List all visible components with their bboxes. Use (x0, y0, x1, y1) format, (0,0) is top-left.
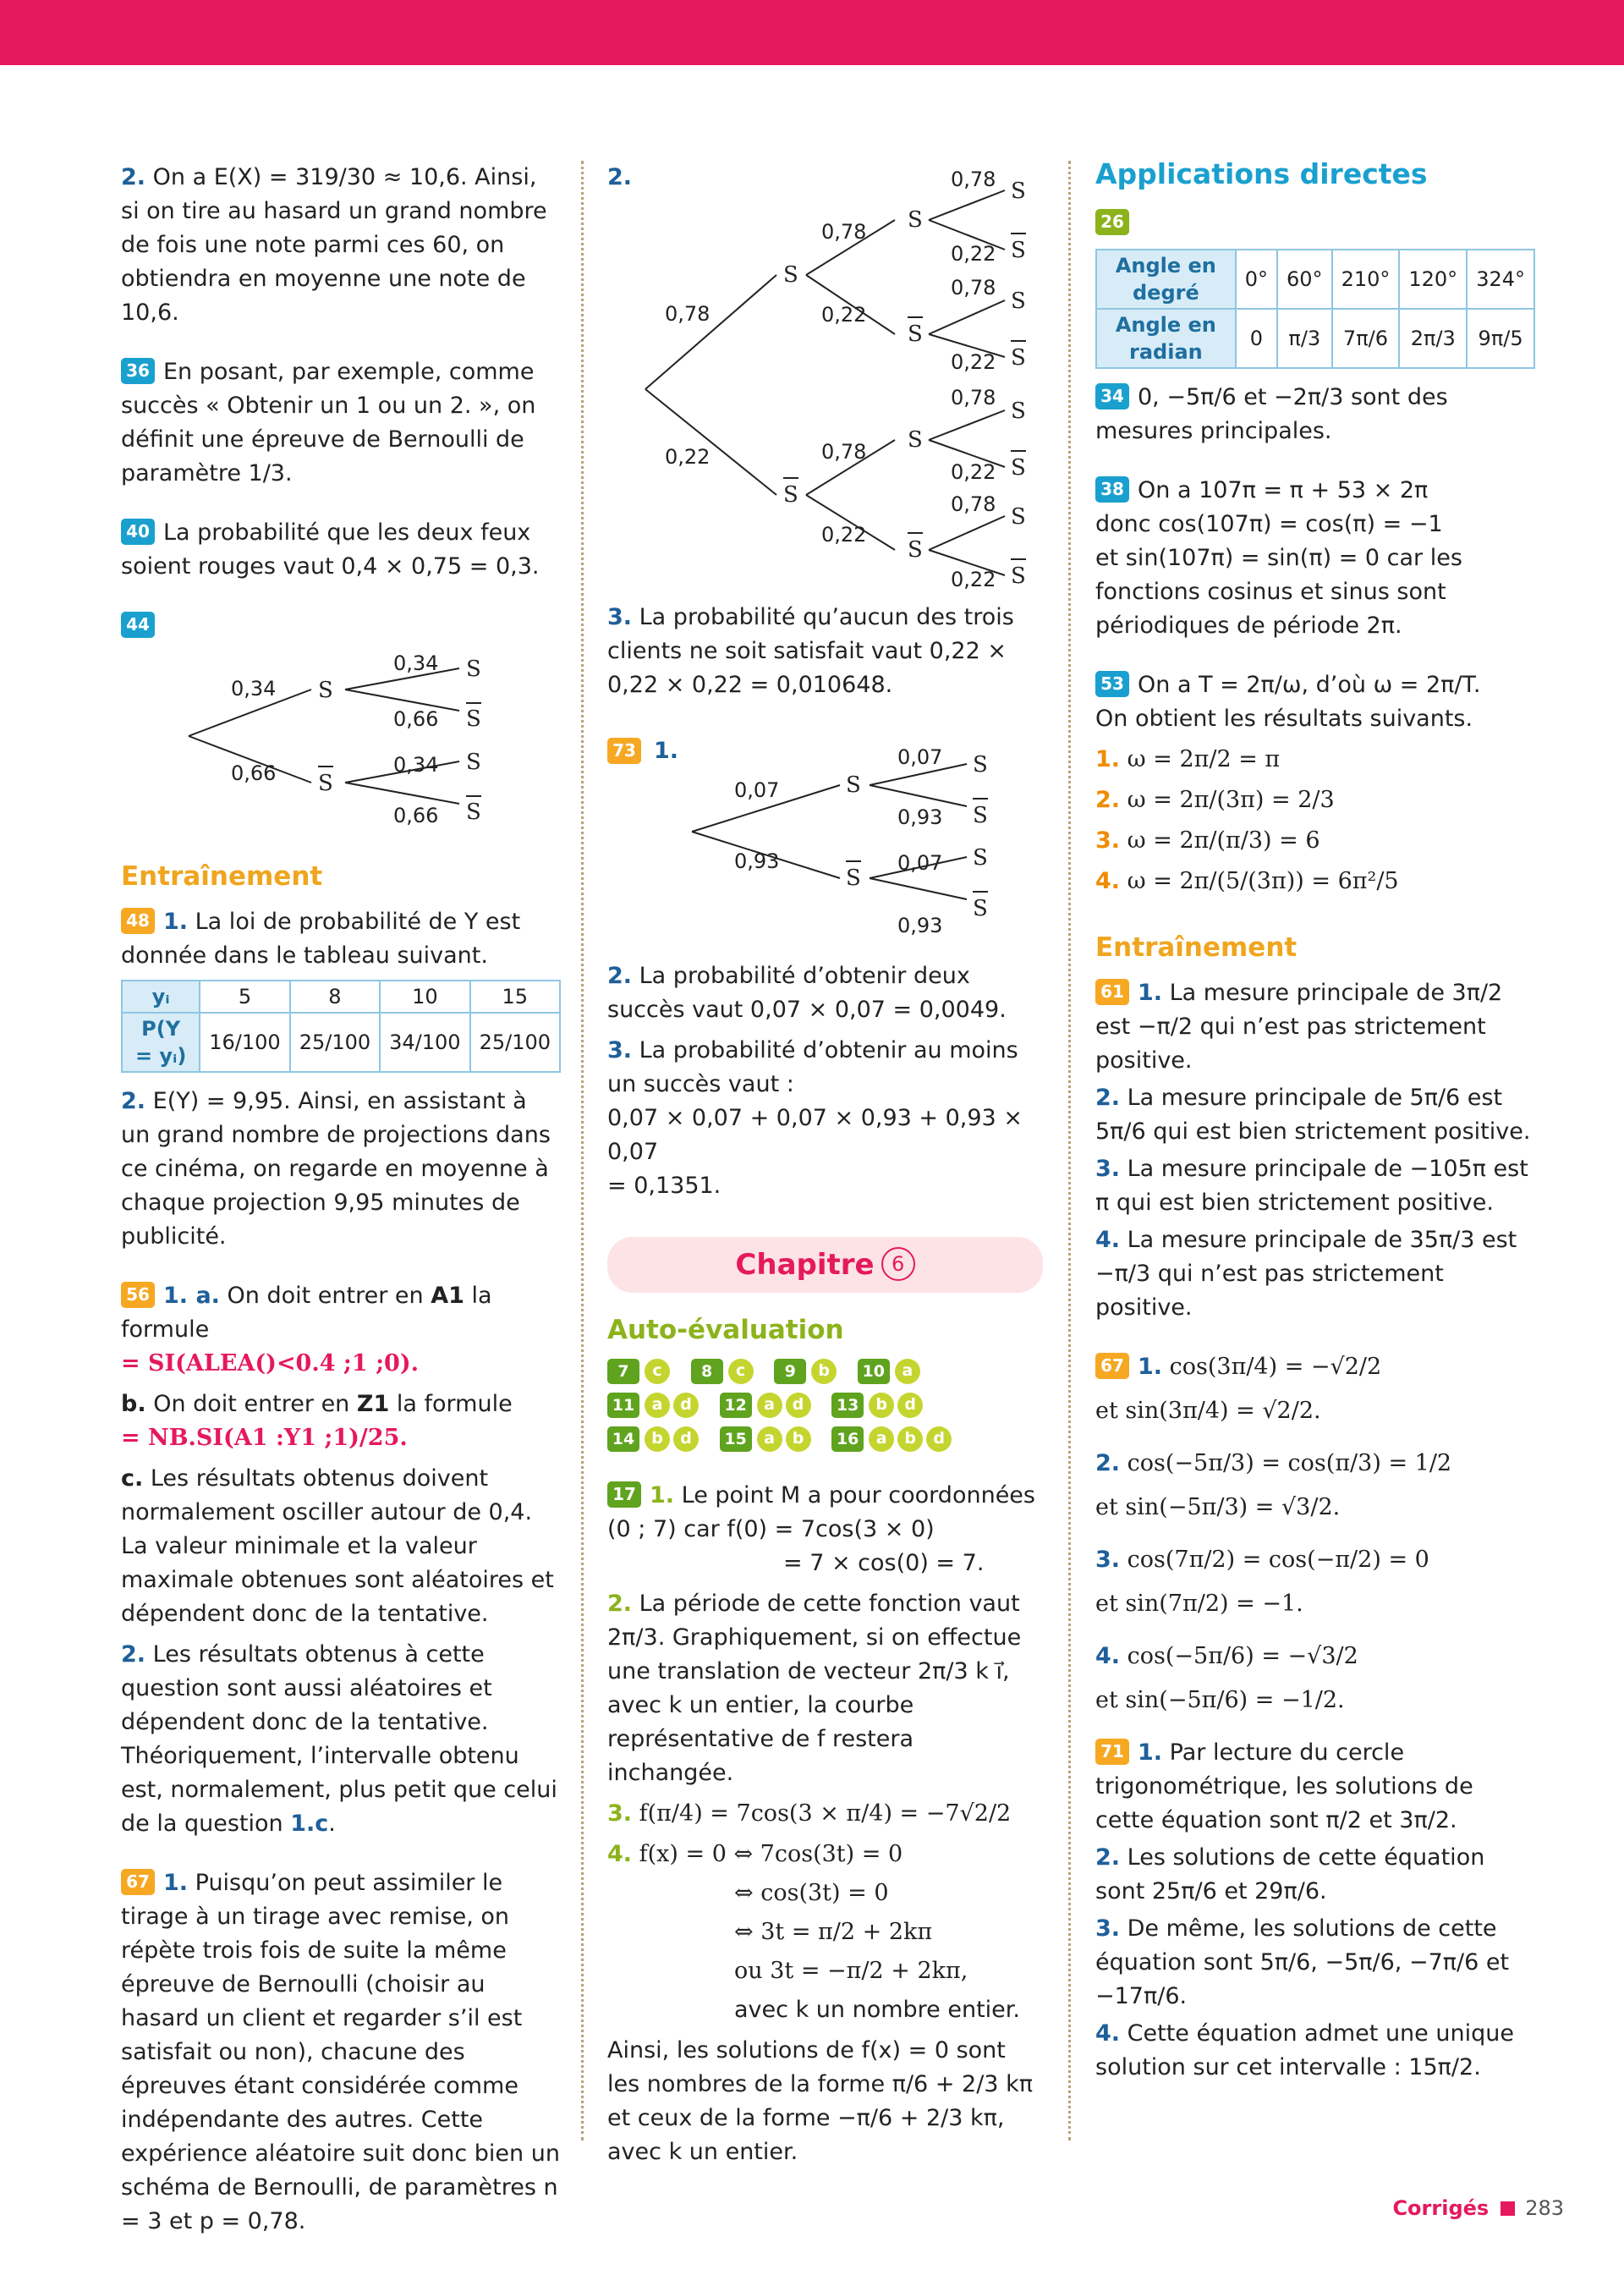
paragraph: 2. La mesure principale de 5π/6 est 5π/6 qui est bien strictement positive. (1095, 1085, 1531, 1145)
exercise-73: 73 1. 0,07 0,93 S S 0,07 0,93 0,07 0,93 S S S S (607, 734, 1043, 937)
answer-badge: b (897, 1426, 923, 1452)
column-separator (581, 161, 584, 2140)
svg-text:0,93: 0,93 (897, 805, 943, 829)
answer-badge: d (673, 1426, 699, 1452)
svg-text:S: S (908, 537, 923, 563)
answer-badge: a (757, 1393, 782, 1418)
question-badge: 10 (858, 1359, 890, 1384)
paragraph: On obtient les résultats suivants. (1095, 706, 1473, 732)
exercise-40: 40 La probabilité que les deux feux soient rouges vaut 0,4 × 0,75 = 0,3. (121, 519, 540, 580)
svg-text:S: S (1011, 563, 1026, 589)
table-cell: π/3 (1277, 309, 1332, 368)
probability-tree (607, 734, 1043, 937)
paragraph: 3. La mesure principale de −105π est π qui est bien strictement positive. (1095, 1156, 1528, 1216)
paragraph: et sin(−5π/3) = √3/2. (1095, 1494, 1341, 1520)
svg-text:0,66: 0,66 (393, 804, 439, 827)
paragraph: 3. f(π/4) = 7cos(3 × π/4) = −7√2/2 (607, 1800, 1012, 1827)
svg-text:0,07: 0,07 (897, 745, 943, 769)
svg-text:0,34: 0,34 (393, 651, 439, 675)
svg-text:S: S (973, 752, 988, 778)
table-header: P(Y = yᵢ) (122, 1013, 200, 1072)
table-cell: 5 (200, 981, 289, 1013)
exercise-badge: 61 (1095, 979, 1129, 1005)
svg-text:0,22: 0,22 (951, 350, 996, 374)
table-cell: 2π/3 (1399, 309, 1467, 368)
svg-text:S: S (466, 657, 481, 682)
question-badge: 15 (720, 1426, 752, 1452)
exercise-34: 34 0, −5π/6 et −2π/3 sont des mesures principales. (1095, 384, 1448, 444)
angle-table (1095, 249, 1535, 369)
chapter-number: 6 (881, 1247, 915, 1281)
svg-text:0,93: 0,93 (897, 914, 943, 937)
paragraph: 4. cos(−5π/6) = −√3/2 (1095, 1643, 1358, 1669)
svg-text:S: S (973, 896, 988, 921)
autoeval-row (607, 1426, 1043, 1453)
page-number: 283 (1525, 2196, 1564, 2220)
table-cell: 25/100 (470, 1013, 560, 1072)
exercise-badge: 73 (607, 738, 641, 764)
svg-text:0,66: 0,66 (393, 707, 439, 731)
table-cell: 0° (1236, 250, 1277, 309)
section-heading: Applications directes (1095, 157, 1428, 190)
paragraph-expectation: 2. On a E(X) = 319/30 ≈ 10,6. Ainsi, si on tire au hasard un grand nombre de fois une note parmi ces 60, on obtiendra en moyenne une note de 10,6. (121, 164, 547, 326)
footer-label: Corrigés (1392, 2196, 1490, 2220)
table-cell: 60° (1277, 250, 1332, 309)
paragraph: = 0,1351. (607, 1173, 721, 1199)
svg-text:0,93: 0,93 (734, 849, 780, 873)
table-cell: 34/100 (380, 1013, 469, 1072)
table-cell: 15 (470, 981, 560, 1013)
svg-text:0,78: 0,78 (951, 276, 996, 299)
paragraph: ⇔ 3t = π/2 + 2kπ (734, 1919, 933, 1945)
paragraph: b. On doit entrer en Z1 la formule = NB.SI(A1 :Y1 ;1)/25. (121, 1391, 513, 1451)
column-middle (607, 161, 1043, 2176)
svg-text:S: S (908, 321, 923, 347)
paragraph: 2. cos(−5π/3) = cos(π/3) = 1/2 (1095, 1450, 1452, 1476)
paragraph: 2. La période de cette fonction vaut 2π/3. Graphiquement, si on effectue une translation de vecteur 2π/3 k i⃗, avec k un entier, la courbe représentative de f restera inchangée. (607, 1591, 1022, 1786)
svg-text:0,78: 0,78 (951, 386, 996, 409)
svg-text:0,22: 0,22 (951, 568, 996, 591)
paragraph: 3. La probabilité qu’aucun des trois clients ne soit satisfait vaut 0,22 × 0,22 × 0,22 = 0,010648. (607, 604, 1014, 698)
table-header: Angle en degré (1096, 250, 1236, 309)
paragraph: et sin(107π) = sin(π) = 0 car les fonctions cosinus et sinus sont périodiques de période 2π. (1095, 545, 1462, 639)
svg-text:0,22: 0,22 (951, 460, 996, 484)
exercise-53: 53 On a T = 2π/ω, d’où ω = 2π/T. (1095, 668, 1535, 702)
svg-text:S: S (908, 427, 923, 453)
question-badge: 9 (774, 1359, 806, 1384)
svg-text:S: S (908, 207, 923, 233)
section-heading: Entraînement (121, 861, 323, 892)
exercise-badge: 40 (121, 519, 155, 545)
exercise-badge: 34 (1095, 383, 1129, 409)
paragraph: 3. cos(7π/2) = cos(−π/2) = 0 (1095, 1547, 1429, 1573)
paragraph: 3. La probabilité d’obtenir au moins un succès vaut : (607, 1037, 1018, 1097)
exercise-badge: 48 (121, 908, 155, 934)
page-footer (1392, 2191, 1564, 2225)
autoeval-row (607, 1393, 1043, 1420)
exercise-badge: 17 (607, 1481, 641, 1508)
answer-badge: d (926, 1426, 952, 1452)
table-cell: 9π/5 (1467, 309, 1534, 368)
question-badge: 11 (607, 1393, 639, 1418)
paragraph: 3. ω = 2π/(π/3) = 6 (1095, 827, 1320, 854)
column-separator (1068, 161, 1071, 2140)
probability-tree (607, 161, 1043, 601)
answer-badge: b (786, 1426, 811, 1452)
svg-text:0,34: 0,34 (393, 753, 439, 777)
svg-text:S: S (1011, 179, 1026, 204)
section-heading: Auto-évaluation (607, 1315, 844, 1345)
answer-badge: c (728, 1359, 754, 1384)
svg-text:S: S (466, 800, 481, 825)
paragraph: Ainsi, les solutions de f(x) = 0 sont les nombres de la forme π/6 + 2/3 kπ et ceux de la forme −π/6 + 2/3 kπ, avec k un entier. (607, 2037, 1033, 2165)
svg-text:S: S (466, 706, 481, 732)
paragraph: 0,07 × 0,07 + 0,07 × 0,93 + 0,93 × 0,07 (607, 1105, 1023, 1165)
table-header: yᵢ (122, 981, 200, 1013)
svg-text:0,22: 0,22 (665, 445, 710, 469)
answer-badge: c (645, 1359, 670, 1384)
svg-text:S: S (1011, 288, 1026, 314)
svg-text:0,78: 0,78 (951, 168, 996, 191)
question-badge: 13 (831, 1393, 864, 1418)
svg-text:0,07: 0,07 (897, 851, 943, 875)
paragraph: 2. ω = 2π/(3π) = 2/3 (1095, 787, 1335, 813)
exercise-badge: 26 (1095, 209, 1129, 235)
chapter-label: Chapitre (735, 1248, 875, 1282)
table-cell: 324° (1467, 250, 1534, 309)
table-cell: 25/100 (290, 1013, 380, 1072)
svg-text:S: S (1011, 238, 1026, 263)
exercise-17: 17 1. Le point M a pour coordonnées (0 ; 7) car f(0) = 7cos(3 × 0) (607, 1482, 1035, 1542)
svg-text:0,22: 0,22 (951, 242, 996, 266)
exercise-61: 61 1. La mesure principale de 3π/2 est −π/2 qui n’est pas strictement positive. (1095, 980, 1503, 1074)
paragraph: 2. Les résultats obtenus à cette question sont aussi aléatoires et dépendent donc de la tentative. Théoriquement, l’intervalle obtenu est, normalement, plus petit que celui de la question 1.c. (121, 1641, 557, 1837)
answer-badge: a (895, 1359, 920, 1384)
svg-text:0,07: 0,07 (734, 778, 780, 802)
question-badge: 7 (607, 1359, 639, 1384)
table-cell: 120° (1399, 250, 1467, 309)
exercise-67-trig: 67 1. cos(3π/4) = −√2/2 (1095, 1350, 1535, 1384)
paragraph: 4. f(x) = 0 ⇔ 7cos(3t) = 0 (607, 1841, 903, 1867)
svg-text:S: S (466, 750, 481, 775)
exercise-44 (121, 609, 561, 829)
paragraph: avec k un nombre entier. (734, 1997, 1020, 2023)
answer-badge: a (757, 1426, 782, 1452)
paragraph: ⇔ cos(3t) = 0 (734, 1880, 889, 1906)
top-banner (0, 0, 1624, 65)
exercise-36: 36 En posant, par exemple, comme succès « Obtenir un 1 ou un 2. », on définit une épreuve de Bernoulli de paramètre 1/3. (121, 359, 536, 486)
satisfaction-tree-block: 2. 0,78 0,22 S S 0,78 0,22 0,78 0,22 S S S S 0,78 0,22 0,78 0,22 0,78 0,22 0,78 0,22 S S S S S S S S (607, 161, 1043, 601)
exercise-badge: 71 (1095, 1739, 1129, 1765)
svg-text:S: S (318, 771, 333, 796)
answer-badge: d (673, 1393, 699, 1418)
answer-badge: d (897, 1393, 923, 1418)
svg-text:S: S (973, 803, 988, 828)
question-badge: 16 (831, 1426, 864, 1452)
exercise-badge: 36 (121, 358, 155, 384)
svg-text:S: S (1011, 504, 1026, 530)
svg-text:0,78: 0,78 (951, 492, 996, 516)
paragraph: 1. ω = 2π/2 = π (1095, 746, 1281, 772)
svg-text:S: S (1011, 345, 1026, 371)
paragraph: 2. La probabilité d’obtenir deux succès vaut 0,07 × 0,07 = 0,0049. (607, 963, 1007, 1023)
answer-badge: b (811, 1359, 837, 1384)
exercise-56: 56 1. a. On doit entrer en A1 la formule = SI(ALEA()<0.4 ;1 ;0). (121, 1283, 492, 1377)
paragraph: c. Les résultats obtenus doivent normalement osciller autour de 0,4. La valeur minimale et la valeur maximale obtenues sont aléatoires et dépendent donc de la tentative. (121, 1465, 554, 1627)
exercise-badge: 38 (1095, 476, 1129, 503)
answer-badge: a (645, 1393, 670, 1418)
paragraph: 2. E(Y) = 9,95. Ainsi, en assistant à un grand nombre de projections dans ce cinéma, on regarde en moyenne à chaque projection 9,95 minutes de publicité. (121, 1088, 551, 1250)
svg-text:0,66: 0,66 (231, 761, 277, 785)
chapter-banner (607, 1237, 1043, 1293)
exercise-badge: 53 (1095, 671, 1129, 697)
exercise-48: 48 1. La loi de probabilité de Y est donnée dans le tableau suivant. (121, 909, 521, 969)
svg-text:S: S (973, 845, 988, 871)
answer-badge: b (645, 1426, 670, 1452)
exercise-badge: 56 (121, 1282, 155, 1308)
svg-text:0,22: 0,22 (821, 523, 867, 547)
svg-text:0,78: 0,78 (821, 220, 867, 244)
table-cell: 7π/6 (1332, 309, 1400, 368)
paragraph: = 7 × cos(0) = 7. (783, 1550, 985, 1576)
exercise-badge: 44 (121, 612, 155, 638)
answer-badge: a (869, 1426, 894, 1452)
table-cell: 210° (1332, 250, 1400, 309)
paragraph: ou 3t = −π/2 + 2kπ, (734, 1958, 968, 1984)
question-badge: 14 (607, 1426, 639, 1452)
paragraph: 2. Les solutions de cette équation sont 25π/6 et 29π/6. (1095, 1844, 1485, 1904)
table-cell: 0 (1236, 309, 1277, 368)
svg-text:S: S (318, 678, 333, 703)
svg-text:S: S (846, 772, 861, 798)
paragraph: 3. De même, les solutions de cette équation sont 5π/6, −5π/6, −7π/6 et −17π/6. (1095, 1915, 1510, 2009)
paragraph: et sin(3π/4) = √2/2. (1095, 1398, 1321, 1424)
answer-badge: b (869, 1393, 894, 1418)
footer-square-icon (1501, 2201, 1515, 2216)
svg-text:S: S (1011, 398, 1026, 424)
exercise-38: 38 On a 107π = π + 53 × 2π (1095, 474, 1535, 508)
paragraph: et sin(7π/2) = −1. (1095, 1591, 1303, 1617)
table-cell: 10 (380, 981, 469, 1013)
column-left (121, 161, 561, 2245)
svg-text:0,22: 0,22 (821, 303, 867, 327)
paragraph: 4. La mesure principale de 35π/3 est −π/3 qui n’est pas strictement positive. (1095, 1227, 1517, 1321)
paragraph: 4. Cette équation admet une unique solution sur cet intervalle : 15π/2. (1095, 2020, 1514, 2080)
svg-text:S: S (846, 865, 861, 891)
probability-table (121, 980, 561, 1073)
table-cell: 16/100 (200, 1013, 289, 1072)
exercise-badge: 67 (121, 1869, 155, 1895)
probability-tree (121, 643, 561, 829)
svg-text:S: S (1011, 455, 1026, 481)
column-right (1095, 157, 1535, 2091)
paragraph: donc cos(107π) = cos(π) = −1 (1095, 511, 1443, 537)
section-heading: Entraînement (1095, 932, 1298, 963)
svg-text:0,78: 0,78 (665, 302, 710, 326)
exercise-badge: 67 (1095, 1353, 1129, 1379)
exercise-71: 71 1. Par lecture du cercle trigonométrique, les solutions de cette équation sont π/2 et 3π/2. (1095, 1739, 1473, 1833)
exercise-67: 67 1. Puisqu’on peut assimiler le tirage à un tirage avec remise, on répète trois fois de suite la même épreuve de Bernoulli (choisir au hasard un client et regarder s’il est satisfait ou non), chacune des épreuves étant considérée comme indépendante des autres. Cette expérience aléatoire suit donc bien un schéma de Bernoulli, de paramètres n = 3 et p = 0,78. (121, 1870, 560, 2234)
paragraph: 4. ω = 2π/(5/(3π)) = 6π²/5 (1095, 868, 1399, 894)
autoeval-row (607, 1359, 1043, 1386)
svg-text:S: S (783, 262, 798, 288)
svg-text:S: S (783, 482, 798, 508)
answer-badge: d (786, 1393, 811, 1418)
svg-text:0,78: 0,78 (821, 440, 867, 464)
question-badge: 12 (720, 1393, 752, 1418)
question-badge: 8 (691, 1359, 723, 1384)
table-cell: 8 (290, 981, 380, 1013)
table-header: Angle en radian (1096, 309, 1236, 368)
paragraph: et sin(−5π/6) = −1/2. (1095, 1687, 1345, 1713)
svg-text:0,34: 0,34 (231, 677, 277, 701)
